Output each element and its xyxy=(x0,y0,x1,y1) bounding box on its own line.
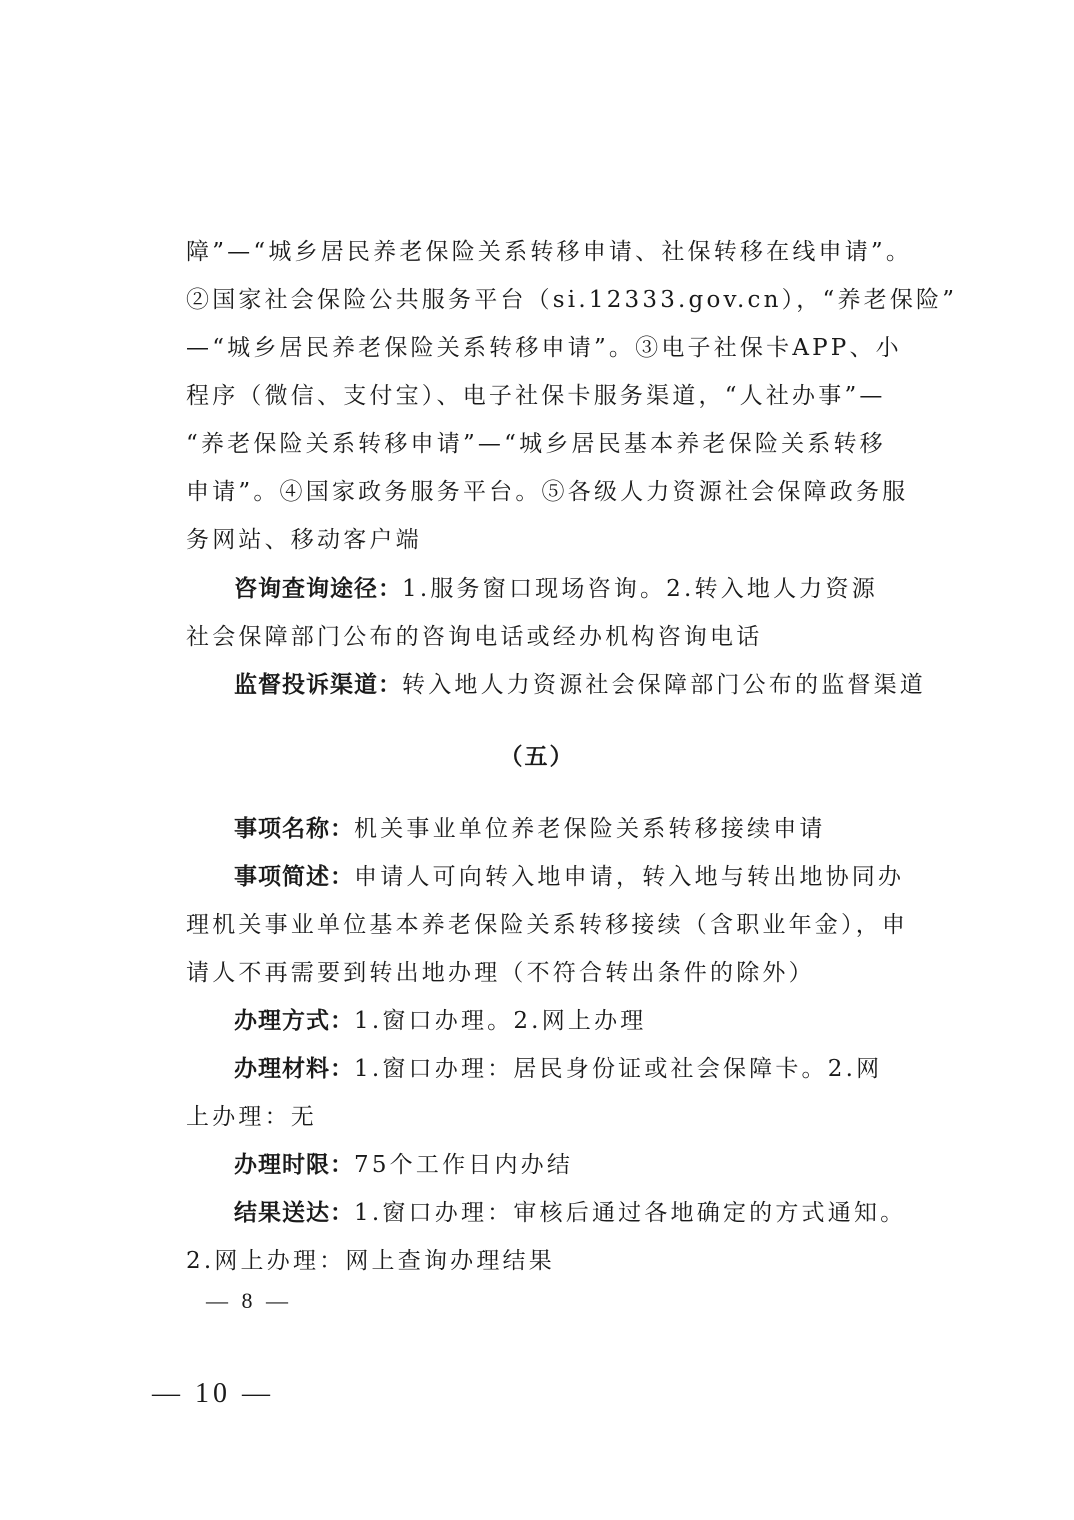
time-limit xyxy=(234,1149,886,1181)
inner-page-number: — 8 — xyxy=(206,1288,292,1313)
handling-material-text: 1.窗口办理：居民身份证或社会保障卡。2.网 xyxy=(354,1056,883,1082)
outer-page-number: — 10 — xyxy=(152,1378,274,1409)
item-name-text: 机关事业单位养老保险关系转移接续申请 xyxy=(354,816,826,842)
paragraph-line: 务网站、移动客户端 xyxy=(186,527,422,553)
consult-text: 1.服务窗口现场咨询。2.转入地人力资源 xyxy=(402,576,878,602)
paragraph-line: 程序（微信、支付宝）、电子社保卡服务渠道，“人社办事”— xyxy=(186,383,886,409)
paragraph-line: —“城乡居民养老保险关系转移申请”。③电子社保卡APP、小 xyxy=(186,335,902,361)
item-name xyxy=(234,813,886,845)
result-delivery-text: 1.窗口办理：审核后通过各地确定的方式通知。 xyxy=(354,1200,907,1226)
time-limit-text: 75个工作日内办结 xyxy=(354,1152,574,1178)
consult-label: 咨询查询途径： xyxy=(234,576,402,602)
item-description xyxy=(234,861,905,893)
paragraph-line: 2.网上办理：网上查询办理结果 xyxy=(186,1248,555,1274)
paragraph-line: 障”—“城乡居民养老保险关系转移申请、社保转移在线申请”。 xyxy=(186,239,913,265)
time-limit-label: 办理时限： xyxy=(234,1152,354,1178)
handling-material-label: 办理材料： xyxy=(234,1056,354,1082)
paragraph-line: 社会保障部门公布的咨询电话或经办机构咨询电话 xyxy=(186,624,763,650)
handling-method-text: 1.窗口办理。2.网上办理 xyxy=(354,1008,647,1034)
supervise-text: 转入地人力资源社会保障部门公布的监督渠道 xyxy=(402,672,926,698)
paragraph-line: 申请”。④国家政务服务平台。⑤各级人力资源社会保障政务服 xyxy=(186,479,909,505)
handling-method xyxy=(234,1005,886,1037)
consult-item xyxy=(234,573,886,605)
supervise-item xyxy=(234,669,926,701)
section-heading: （五） xyxy=(499,744,575,770)
paragraph-line: ②国家社会保险公共服务平台（si.12333.gov.cn），“养老保险” xyxy=(186,287,958,313)
item-description-text: 申请人可向转入地申请，转入地与转出地协同办 xyxy=(354,864,905,890)
paragraph-line: 上办理：无 xyxy=(186,1104,317,1130)
item-description-label: 事项简述： xyxy=(234,864,354,890)
supervise-label: 监督投诉渠道： xyxy=(234,672,402,698)
item-name-label: 事项名称： xyxy=(234,816,354,842)
paragraph-line: “养老保险关系转移申请”—“城乡居民基本养老保险关系转移 xyxy=(186,431,886,457)
paragraph-line: 请人不再需要到转出地办理（不符合转出条件的除外） xyxy=(186,960,815,986)
result-delivery-label: 结果送达： xyxy=(234,1200,354,1226)
handling-material xyxy=(234,1053,886,1085)
result-delivery xyxy=(234,1197,907,1229)
handling-method-label: 办理方式： xyxy=(234,1008,354,1034)
paragraph-line: 理机关事业单位基本养老保险关系转移接续（含职业年金），申 xyxy=(186,912,909,938)
